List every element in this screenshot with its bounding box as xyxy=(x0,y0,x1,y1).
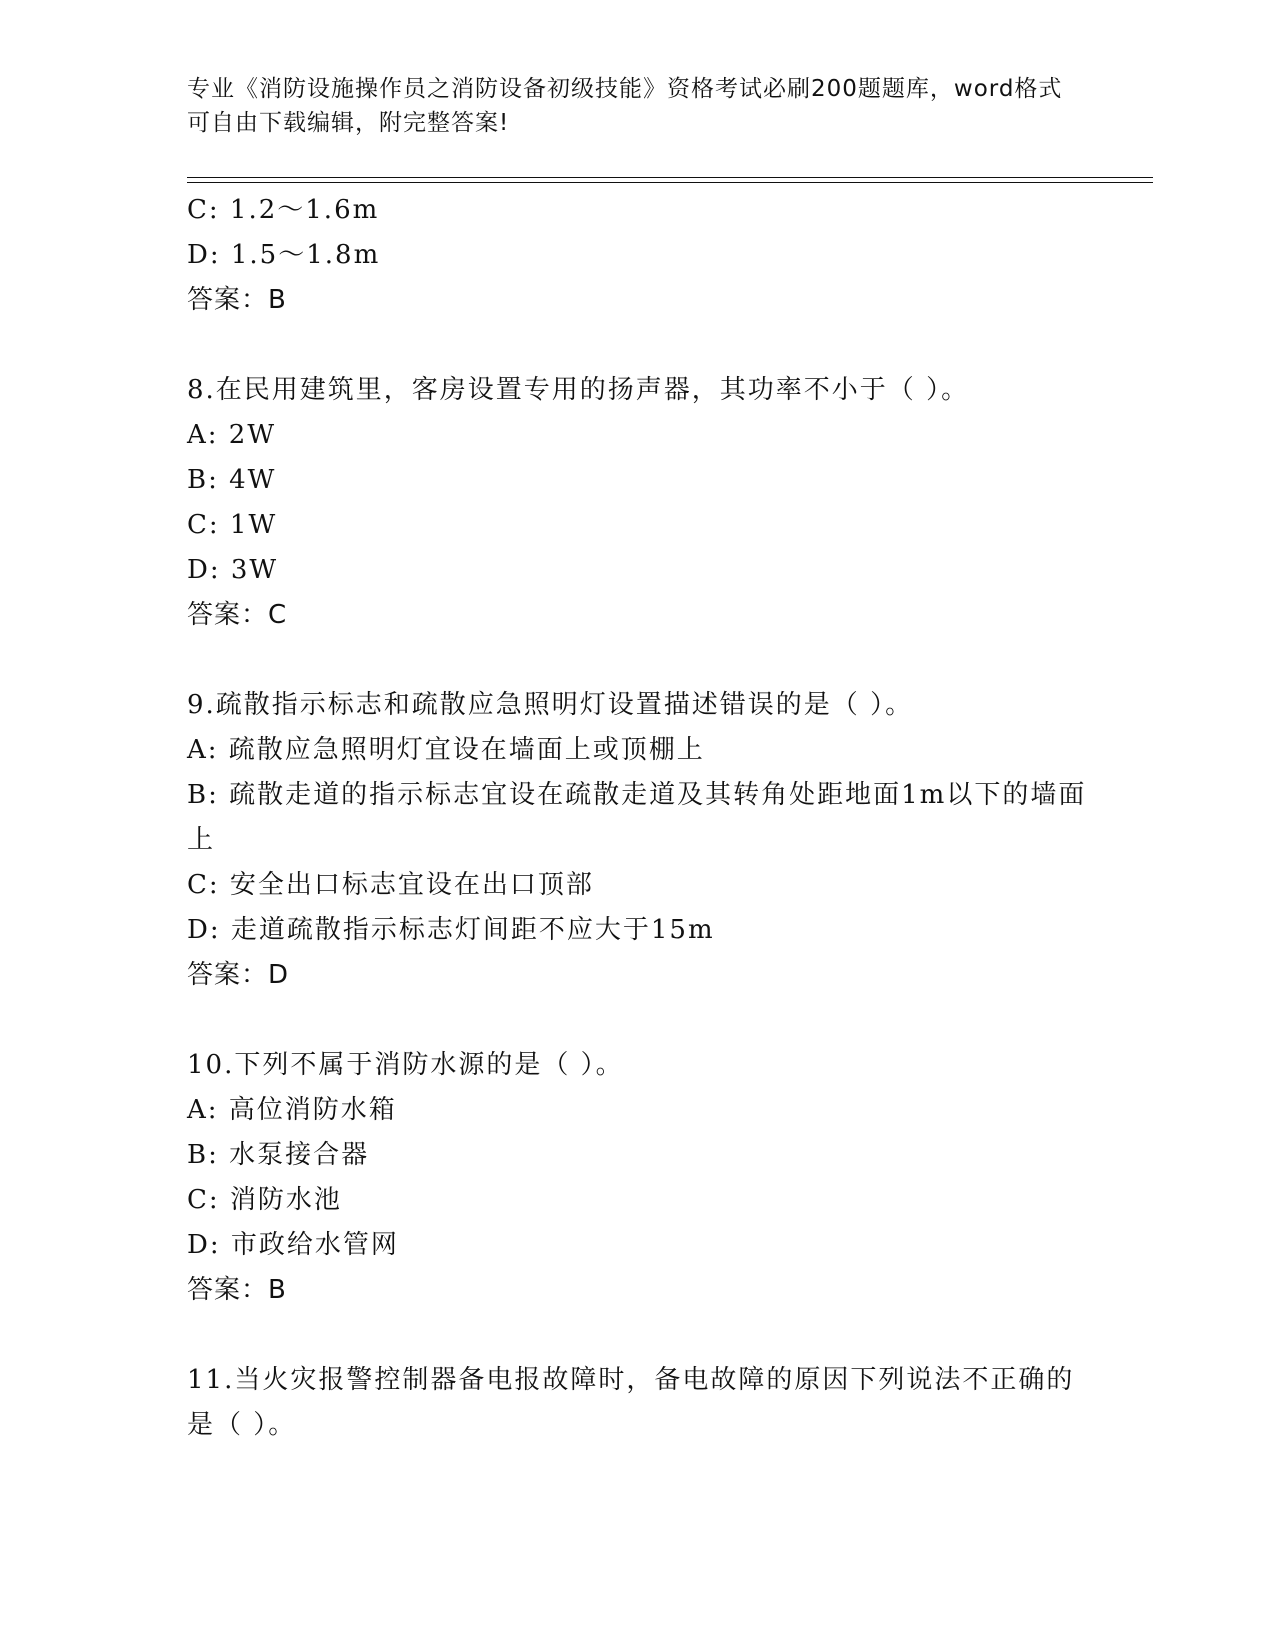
spacer xyxy=(187,638,1087,683)
spacer xyxy=(187,1313,1087,1358)
option-d: D: 市政给水管网 xyxy=(187,1230,399,1260)
answer-line: 答案：B xyxy=(187,1275,287,1305)
option-d: D: 1.5～1.8m xyxy=(187,240,381,270)
question-7-tail xyxy=(187,188,1087,323)
answer-line: 答案：D xyxy=(187,960,290,990)
question-title: 11.当火灾报警控制器备电报故障时，备电故障的原因下列说法不正确的是（ ）。 xyxy=(187,1365,1075,1440)
option-a: A: 高位消防水箱 xyxy=(187,1095,397,1125)
answer-line: 答案：C xyxy=(187,600,288,630)
question-8 xyxy=(187,368,1087,638)
option-c: C: 1W xyxy=(187,510,278,540)
document-header: 专业《消防设施操作员之消防设备初级技能》资格考试必刷200题题库，word格式可自由下载编辑，附完整答案! xyxy=(187,76,1063,136)
question-title: 8.在民用建筑里，客房设置专用的扬声器，其功率不小于（ ）。 xyxy=(187,375,970,405)
spacer xyxy=(187,323,1087,368)
option-b: B: 疏散走道的指示标志宜设在疏散走道及其转角处距地面1m以下的墙面上 xyxy=(187,780,1087,855)
option-a: A: 疏散应急照明灯宜设在墙面上或顶棚上 xyxy=(187,735,705,765)
answer-line: 答案：B xyxy=(187,285,287,315)
header-divider-bottom xyxy=(187,182,1153,183)
question-11 xyxy=(187,1358,1087,1448)
option-d: D: 3W xyxy=(187,555,279,585)
option-c: C: 消防水池 xyxy=(187,1185,342,1215)
option-a: A: 2W xyxy=(187,420,277,450)
question-title: 10.下列不属于消防水源的是（ ）。 xyxy=(187,1050,624,1080)
question-10 xyxy=(187,1043,1087,1313)
question-title: 9.疏散指示标志和疏散应急照明灯设置描述错误的是（ ）。 xyxy=(187,690,914,720)
option-b: B: 水泵接合器 xyxy=(187,1140,370,1170)
option-b: B: 4W xyxy=(187,465,277,495)
header-divider-top xyxy=(187,177,1153,178)
question-list xyxy=(187,188,1087,1448)
option-d: D: 走道疏散指示标志灯间距不应大于15m xyxy=(187,915,715,945)
option-c: C: 安全出口标志宜设在出口顶部 xyxy=(187,870,594,900)
option-c: C: 1.2～1.6m xyxy=(187,195,380,225)
spacer xyxy=(187,998,1087,1043)
question-9 xyxy=(187,683,1087,998)
